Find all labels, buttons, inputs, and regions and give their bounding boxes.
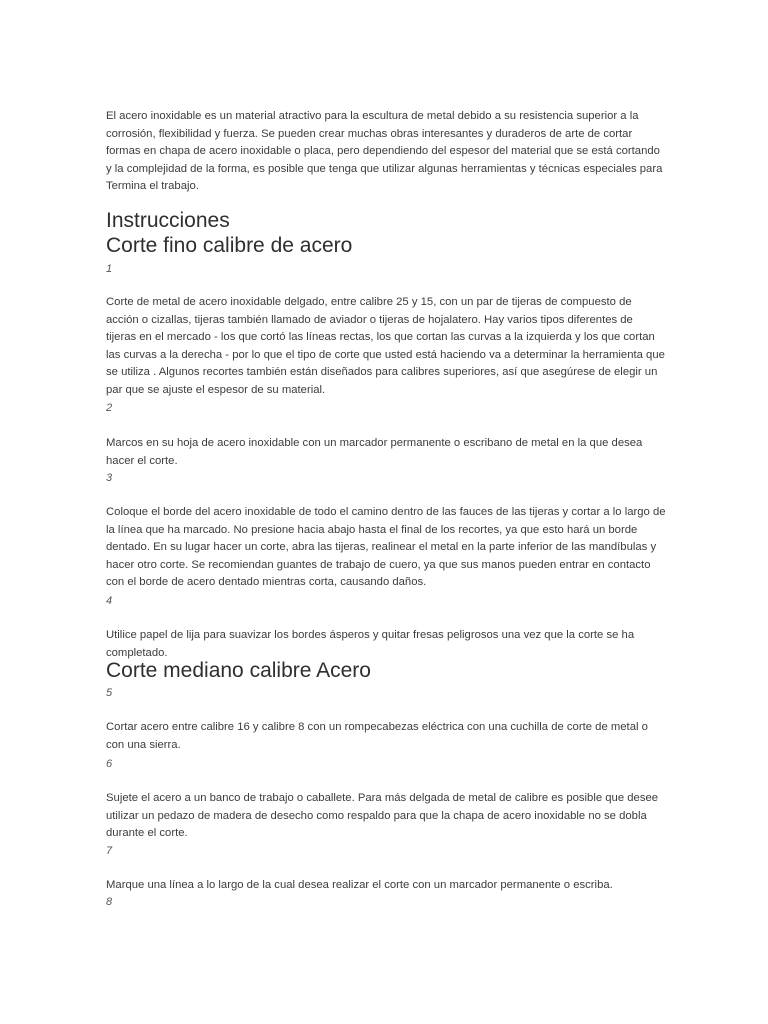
step-number: 2 xyxy=(106,402,113,414)
intro-paragraph: El acero inoxidable es un material atractivo para la escultura de metal debido a su resistencia superior a la corrosión, flexibilidad y fuerza. Se pueden crear muchas obras interesantes y duraderos de arte de cortar formas en chapa de acero inoxidable o placa, pero dependiendo del espesor del material que se está cortando y la complejidad de la forma, es posible que tenga que utilizar algunas herramientas y técnicas especiales para Termina el trabajo. xyxy=(106,110,663,193)
step-number: 8 xyxy=(106,896,113,908)
instructions-heading: Instrucciones xyxy=(106,209,230,232)
step-text: Marque una línea a lo largo de la cual desea realizar el corte con un marcador permanente o escriba. xyxy=(106,879,613,891)
step-number: 5 xyxy=(106,687,113,699)
step-number: 4 xyxy=(106,595,113,607)
step-text: Utilice papel de lija para suavizar los bordes ásperos y quitar fresas peligrosos una vez que la corte se ha completado. xyxy=(106,629,635,659)
section1-title: Corte fino calibre de acero xyxy=(106,234,353,257)
step-text: Sujete el acero a un banco de trabajo o caballete. Para más delgada de metal de calibre es posible que desee utilizar un pedazo de madera de desecho como respaldo para que la chapa de acero inoxidable no se dobla durante el corte. xyxy=(106,792,659,840)
step-text: Marcos en su hoja de acero inoxidable con un marcador permanente o escribano de metal en la que desea hacer el corte. xyxy=(106,437,643,467)
step-number: 3 xyxy=(106,472,113,484)
step-number: 1 xyxy=(106,263,113,275)
step-text: Corte de metal de acero inoxidable delgado, entre calibre 25 y 15, con un par de tijeras de compuesto de acción o cizallas, tijeras también llamado de aviador o tijeras de hojalatero. Hay varios tipos diferentes de tijeras en el mercado - los que cortó las líneas rectas, los que cortan las curvas a la izquierda y los que cortan las curvas a la derecha - por lo que el tipo de corte que usted está haciendo va a determinar la herramienta que se utiliza . Algunos recortes también están diseñados para calibres superiores, así que asegúrese de elegir un par que se ajuste el espesor de su material. xyxy=(106,296,665,396)
step-number: 6 xyxy=(106,758,113,770)
step-text: Coloque el borde del acero inoxidable de todo el camino dentro de las fauces de las tijeras y cortar a lo largo de la línea que ha marcado. No presione hacia abajo hasta el final de los recortes, ya que esto hará un borde dentado. En su lugar hacer un corte, abra las tijeras, realinear el metal en la parte inferior de las mandíbulas y hacer otro corte. Se recomiendan guantes de trabajo de cuero, ya que sus manos pueden entrar en contacto con el borde de acero dentado mientras corta, causando daños. xyxy=(106,506,666,589)
step-text: Cortar acero entre calibre 16 y calibre 8 con un rompecabezas eléctrica con una cuchilla de corte de metal o con una sierra. xyxy=(106,721,648,751)
step-number: 7 xyxy=(106,845,113,857)
section2-title: Corte mediano calibre Acero xyxy=(106,659,371,682)
